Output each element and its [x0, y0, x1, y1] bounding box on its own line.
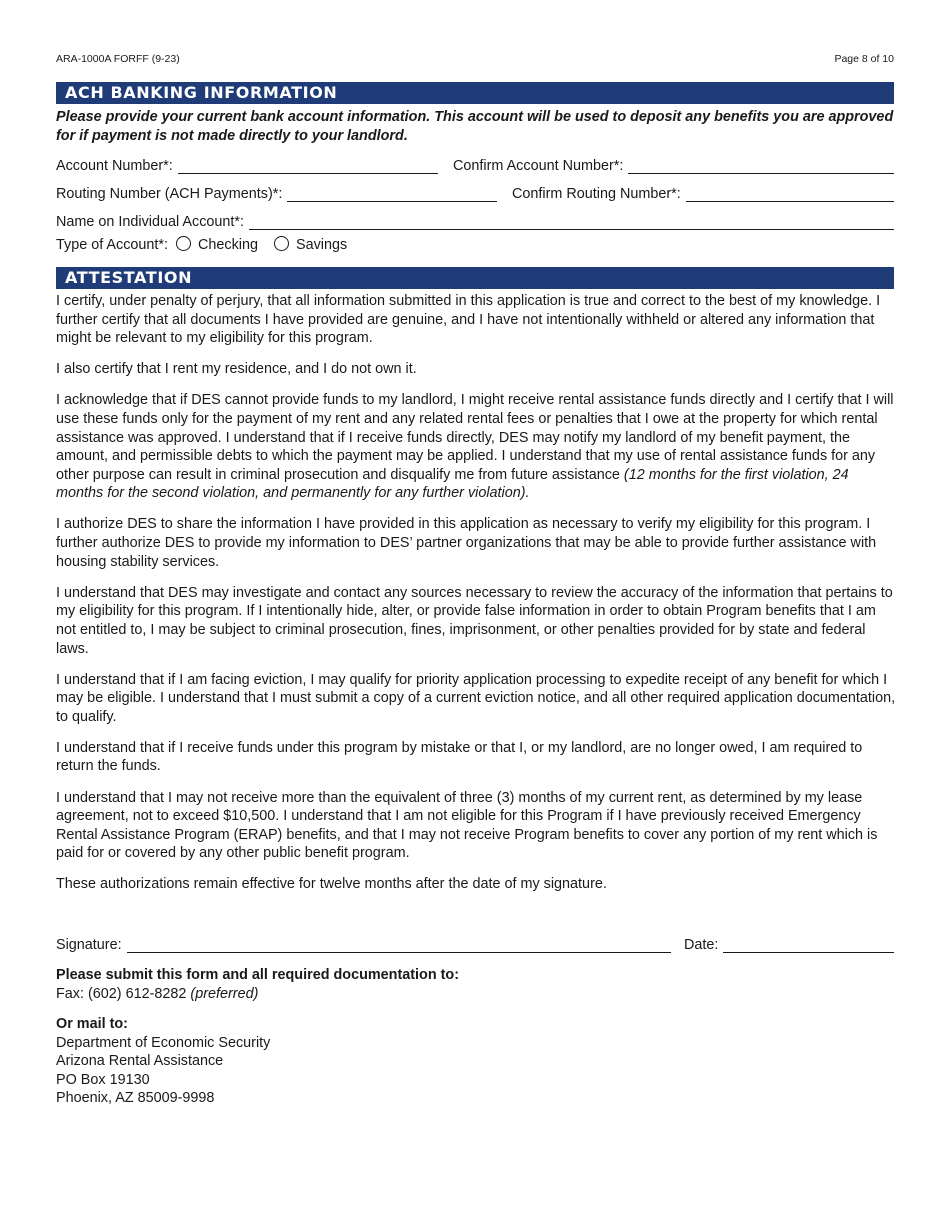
- attestation-paragraph: These authorizations remain effective for twelve months after the date of my signature.: [56, 876, 607, 893]
- attestation-paragraph: I understand that DES may investigate and contact any sources necessary to review the accuracy of the information that pertains to my eligibility for this program. If I intentionally hide, alter, or provide false information in order to obtain Program benefits that I am not entitled to, I may be subject to criminal prosecution, fines, imprisonment, or other penalties provided for by state and federal laws.: [56, 584, 893, 657]
- ach-section-title: ACH BANKING INFORMATION: [56, 82, 894, 104]
- date-input[interactable]: [723, 938, 894, 953]
- checking-radio[interactable]: [176, 236, 191, 251]
- signature-input[interactable]: [127, 938, 671, 953]
- checking-option[interactable]: [168, 237, 258, 253]
- confirm-account-input[interactable]: [628, 159, 894, 174]
- date-field[interactable]: [684, 933, 894, 953]
- address-line: Arizona Rental Assistance: [56, 1053, 224, 1070]
- account-name-label: Name on Individual Account*:: [56, 214, 244, 230]
- account-type-label: Type of Account*:: [56, 237, 168, 253]
- attestation-paragraph: I certify, under penalty of perjury, that all information submitted in this application is true and correct to the best of my knowledge. I further certify that all documents I have provided are genuine, and I have not intentionally withheld or altered any information that might be relevant to my eligibility for this program.: [56, 293, 881, 347]
- savings-label: Savings: [296, 237, 348, 253]
- address-line: PO Box 19130: [56, 1071, 150, 1088]
- signature-row: [56, 933, 894, 953]
- mailing-address: [56, 1015, 270, 1108]
- attestation-paragraph: I understand that if I am facing eviction, I may qualify for priority application processing to expedite receipt of any benefit for which I may be eligible. I understand that I must submit a copy of a current eviction notice, and all other required application documentation, to qualify.: [56, 671, 896, 725]
- routing-number-field[interactable]: [56, 182, 497, 202]
- routing-number-label: Routing Number (ACH Payments)*:: [56, 186, 283, 202]
- account-number-input[interactable]: [178, 159, 438, 174]
- confirm-routing-label: Confirm Routing Number*:: [512, 186, 681, 202]
- confirm-routing-input[interactable]: [686, 187, 894, 202]
- attestation-paragraph: I understand that if I receive funds under this program by mistake or that I, or my landlord, are no longer owed, I am required to return the funds.: [56, 739, 863, 775]
- fax-line: [56, 985, 459, 1004]
- confirm-account-field[interactable]: [453, 154, 894, 174]
- attestation-paragraph: I authorize DES to share the information I have provided in this application as necessary to verify my eligibility for this program. I further authorize DES to provide my information to DES’ partner organizations that may be able to provide further assistance with housing stability services.: [56, 516, 877, 570]
- attestation-text: I acknowledge that if DES cannot provide funds to my landlord, I might receive rental assistance funds directly and I certify that I will use these funds only for the payment of my rent and any related rental fees or penalties that I owe at the property for which rental assistance was approved. I understand that if I receive funds directly, DES may notify my landlord of my benefit payment, the amount, and permissible debts to which the payment may be applied. I understand that my use of rental assistance funds for any other purpose can result in criminal prosecution and disqualify me from future assistance: [56, 392, 894, 483]
- submit-heading: Please submit this form and all required documentation to:: [56, 967, 459, 983]
- savings-option[interactable]: [266, 237, 347, 253]
- signature-label: Signature:: [56, 937, 122, 953]
- routing-number-input[interactable]: [287, 187, 497, 202]
- signature-field[interactable]: [56, 933, 671, 953]
- account-type-row: [56, 235, 355, 255]
- account-number-label: Account Number*:: [56, 158, 173, 174]
- date-label: Date:: [684, 937, 719, 953]
- routing-number-row: [56, 182, 894, 202]
- submit-instructions: [56, 966, 459, 1003]
- checking-label: Checking: [198, 237, 258, 253]
- attestation-paragraph: [56, 391, 896, 503]
- attestation-section-title: ATTESTATION: [56, 267, 894, 289]
- attestation-body: [56, 292, 896, 907]
- form-id: ARA-1000A FORFF (9-23): [56, 53, 180, 65]
- address-line: Department of Economic Security: [56, 1034, 271, 1051]
- account-number-row: [56, 154, 894, 174]
- account-name-input[interactable]: [249, 215, 894, 230]
- attestation-paragraph: I also certify that I rent my residence, and I do not own it.: [56, 361, 417, 378]
- attestation-paragraph: I understand that I may not receive more than the equivalent of three (3) months of my current rent, as determined by my lease agreement, not to exceed $10,500. I understand that I am not eligible for this Program if I have previously received Emergency Rental Assistance Program (ERAP) benefits, and that I may not receive Program benefits to cover any portion of my rent which is paid for or covered by any other public benefit program.: [56, 789, 878, 862]
- address-line: Phoenix, AZ 85009-9998: [56, 1090, 215, 1107]
- page-number: Page 8 of 10: [834, 53, 894, 65]
- savings-radio[interactable]: [274, 236, 289, 251]
- fax-note: (preferred): [190, 985, 259, 1002]
- account-number-field[interactable]: [56, 154, 438, 174]
- attestation-penalty-note: (12 months for the first violation, 24 months for the second violation, and permanently for any further violation).: [56, 466, 849, 502]
- fax-number: Fax: (602) 612-8282: [56, 985, 187, 1002]
- account-name-field[interactable]: [56, 210, 894, 230]
- account-name-row: [56, 210, 894, 230]
- confirm-account-label: Confirm Account Number*:: [453, 158, 624, 174]
- mail-heading: Or mail to:: [56, 1016, 128, 1032]
- ach-intro: Please provide your current bank account information. This account will be used to deposit any benefits you are approved for if payment is not made directly to your landlord.: [56, 109, 894, 144]
- confirm-routing-field[interactable]: [512, 182, 894, 202]
